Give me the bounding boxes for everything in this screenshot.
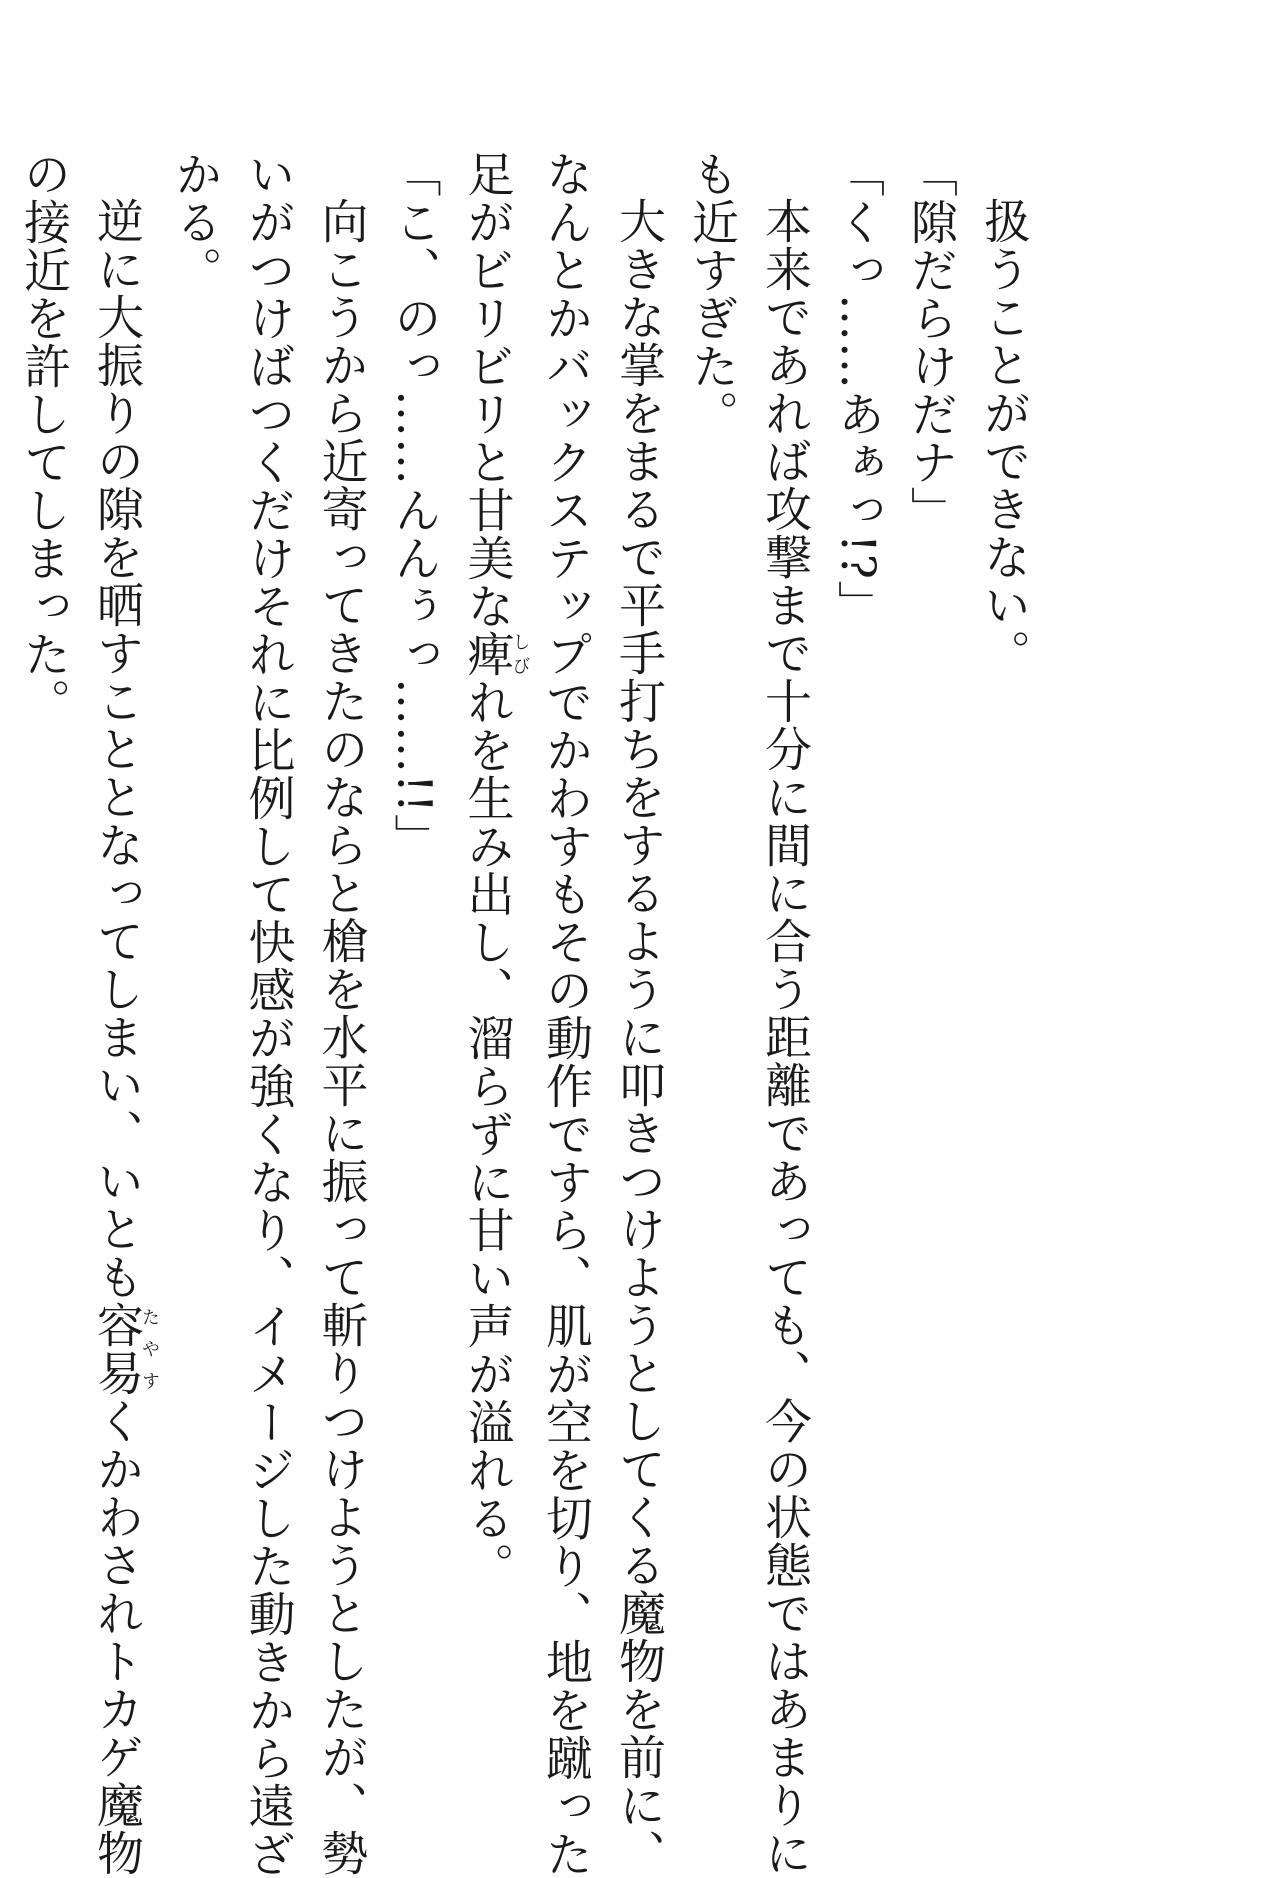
paragraph-line: 大きな掌をまるで平手打ちをするように叩きつけようとしてくる魔物を前に、 (611, 197, 666, 1877)
ruby-reading: しび (509, 630, 531, 678)
paragraph-line: も近すぎた。 (684, 150, 739, 438)
paragraph-line: かる。 (167, 150, 223, 294)
vertical-text-body (0, 150, 1040, 1878)
dialogue-line (0, 150, 7, 1710)
paragraph-line: 扱うことができない。 (976, 197, 1031, 677)
paragraph-line: 本来であれば攻撃まで十分に間に合う距離であっても、今の状態ではあまりに (757, 197, 812, 1877)
dialogue-line: 「くっ……あぁっ!?」 (830, 150, 885, 629)
paragraph-line: 向こうから近寄ってきたのならと槍を水平に振って斬りつけようとしたが、勢 (313, 197, 369, 1877)
ruby-annotation: 痺しび (459, 630, 531, 678)
ruby-annotation: 容易たやす (89, 1301, 160, 1397)
ruby-reading: たやす (139, 1301, 160, 1397)
dialogue-line: 「隙だらけだナ」 (903, 150, 958, 534)
paragraph-line: なんとかバックステップでかわすもその動作ですら、肌が空を切り、地を蹴った (538, 150, 593, 1878)
paragraph-line-with-ruby: 足がビリビリと甘美な痺しびれを生み出し、溜らずに甘い声が溢れる。 (459, 150, 531, 1590)
dialogue-line: 「こ、のっ……んんぅっ……!!」 (386, 150, 442, 862)
paragraph-line: の接近を許してしまった。 (16, 150, 71, 726)
paragraph-line-with-ruby: 逆に大振りの隙を晒すこととなってしまい、いとも容易たやすくかわされトカゲ魔物 (89, 197, 160, 1877)
paragraph-line: いがつけばつくだけそれに比例して快感が強くなり、イメージした動きから遠ざ (240, 150, 296, 1878)
